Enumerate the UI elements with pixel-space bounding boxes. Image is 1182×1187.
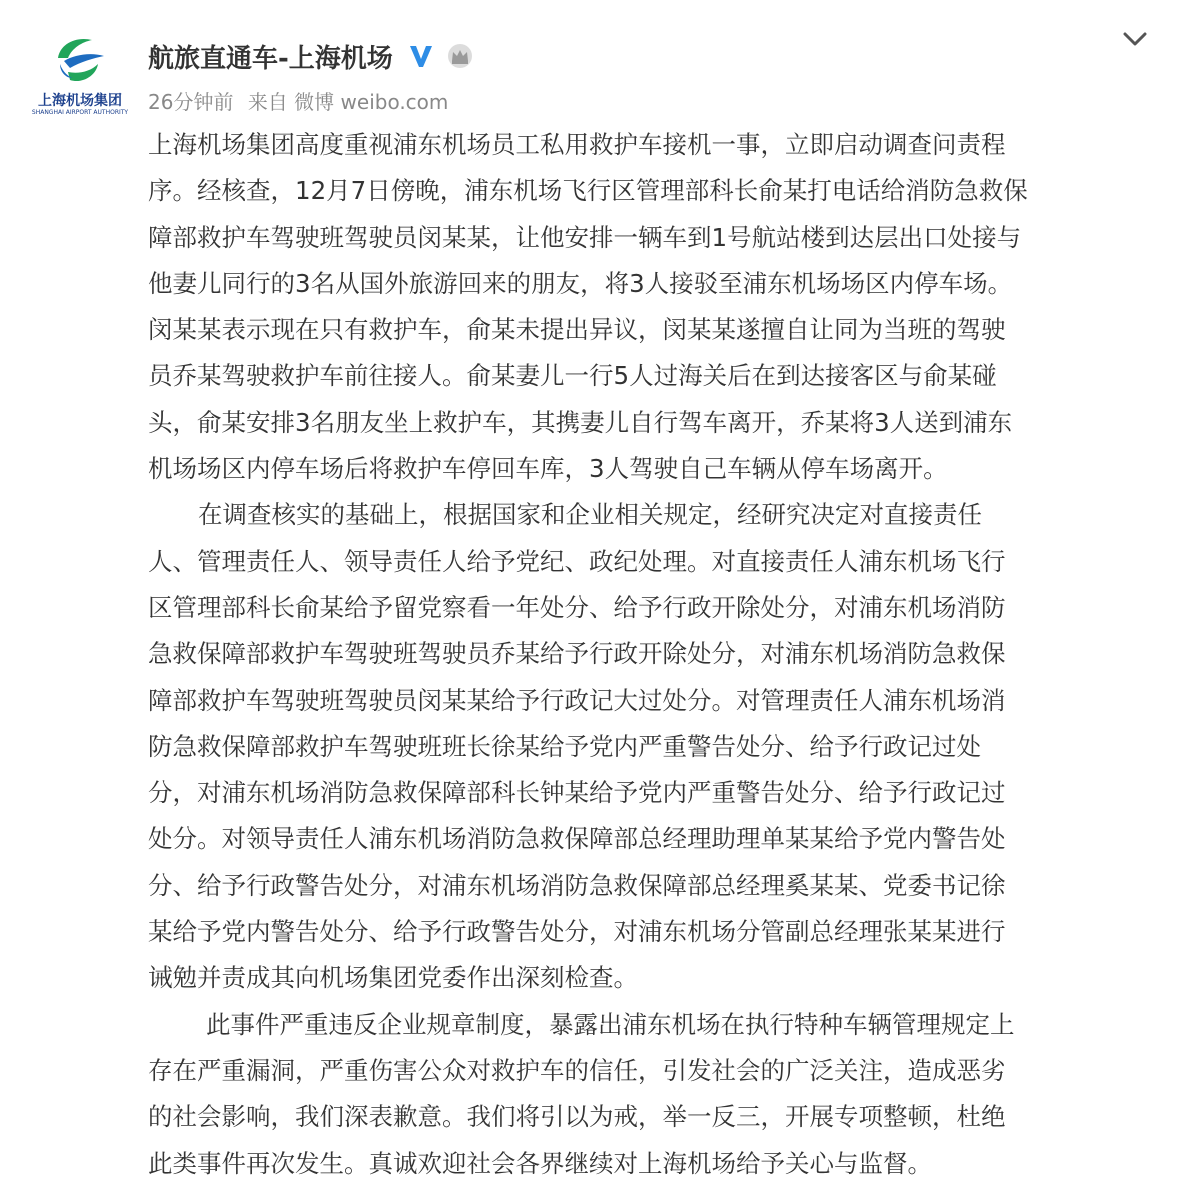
text-line: 的社会影响，我们深表歉意。我们将引以为戒，举一反三，开展专项整顿，杜绝: [148, 1102, 1006, 1132]
text-line: 序。经核查，12月7日傍晚，浦东机场飞行区管理部科长俞某打电话给消防急救保: [148, 176, 1028, 206]
post-meta: [148, 86, 448, 115]
text-line: 存在严重漏洞，严重伤害公众对救护车的信任，引发社会的广泛关注，造成恶劣: [148, 1055, 1006, 1085]
text-line: 诫勉并责成其向机场集团党委作出深刻检查。: [148, 963, 638, 993]
paragraph-1: [148, 122, 1148, 492]
paragraph-3: [148, 1002, 1148, 1187]
text-line: 人、管理责任人、领导责任人给予党纪、政纪处理。对直接责任人浦东机场飞行: [148, 546, 1006, 576]
text-line: 头，俞某安排3名朋友坐上救护车，其携妻儿自行驾车离开，乔某将3人送到浦东: [148, 407, 1013, 437]
text-line: 员乔某驾驶救护车前往接人。俞某妻儿一行5人过海关后在到达接客区与俞某碰: [148, 361, 997, 391]
account-name[interactable]: 航旅直通车-上海机场: [148, 43, 393, 74]
text-line: 某给予党内警告处分、给予行政警告处分，对浦东机场分管副总经理张某某进行: [148, 917, 1006, 947]
text-line: 此事件严重违反企业规章制度，暴露出浦东机场在执行特种车辆管理规定上: [206, 1009, 1015, 1039]
text-line: 此类事件再次发生。真诚欢迎社会各界继续对上海机场给予关心与监督。: [148, 1148, 932, 1178]
post-time[interactable]: 26分钟前: [148, 90, 234, 114]
text-line: 机场场区内停车场后将救护车停回车库，3人驾驶自己车辆从停车场离开。: [148, 454, 948, 484]
text-line: 防急救保障部救护车驾驶班班长徐某给予党内严重警告处分、给予行政记过处: [148, 731, 981, 761]
text-line: 障部救护车驾驶班驾驶员闵某某，让他安排一辆车到1号航站楼到达层出口处接与: [148, 222, 1022, 252]
post-header: [148, 34, 475, 78]
post-content: [148, 122, 1148, 1187]
post-source[interactable]: 来自 微博 weibo.com: [247, 90, 449, 114]
verified-v-icon[interactable]: [407, 42, 435, 70]
chevron-down-icon: [1118, 24, 1152, 54]
text-line: 区管理部科长俞某给予留党察看一年处分、给予行政开除处分，对浦东机场消防: [148, 592, 1006, 622]
avatar-text: 上海机场集团: [38, 93, 122, 109]
shanghai-airport-logo-icon: [24, 28, 136, 90]
text-line: 他妻儿同行的3名从国外旅游回来的朋友，将3人接驳至浦东机场场区内停车场。: [148, 268, 1013, 298]
paragraph-2: [148, 492, 1148, 1001]
text-line: 分、给予行政警告处分，对浦东机场消防急救保障部总经理奚某某、党委书记徐: [148, 870, 1006, 900]
text-line: 处分。对领导责任人浦东机场消防急救保障部总经理助理单某某给予党内警告处: [148, 824, 1006, 854]
avatar-subtext: SHANGHAI AIRPORT AUTHORITY: [31, 109, 129, 116]
avatar[interactable]: [24, 28, 136, 120]
text-line: 急救保障部救护车驾驶班驾驶员乔某给予行政开除处分，对浦东机场消防急救保: [148, 639, 1006, 669]
text-line: 闵某某表示现在只有救护车，俞某未提出异议，闵某某遂擅自让同为当班的驾驶: [148, 315, 1006, 345]
text-line: 在调查核实的基础上，根据国家和企业相关规定，经研究决定对直接责任: [198, 500, 982, 530]
text-line: 分，对浦东机场消防急救保障部科长钟某给予党内严重警告处分、给予行政记过: [148, 778, 1006, 808]
crown-icon[interactable]: [445, 42, 475, 70]
text-line: 障部救护车驾驶班驾驶员闵某某给予行政记大过处分。对管理责任人浦东机场消: [148, 685, 1006, 715]
text-line: 上海机场集团高度重视浦东机场员工私用救护车接机一事，立即启动调查问责程: [148, 130, 1006, 159]
post-menu-button[interactable]: [1118, 24, 1152, 54]
